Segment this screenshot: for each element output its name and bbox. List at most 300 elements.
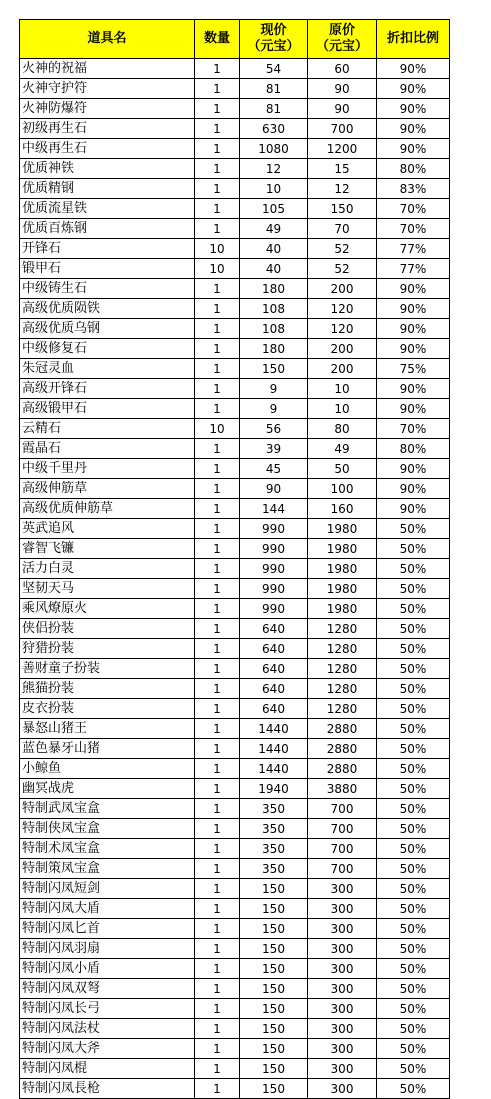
cell-quantity[interactable]: 1 [195, 539, 240, 559]
cell-original-price[interactable]: 700 [308, 859, 377, 879]
cell-item-name[interactable]: 特制闪凤法杖 [20, 1019, 195, 1039]
table-row [20, 839, 450, 859]
cell-quantity[interactable]: 1 [195, 359, 240, 379]
cell-item-name[interactable]: 云精石 [20, 419, 195, 439]
cell-current-price[interactable]: 990 [240, 599, 308, 619]
cell-original-price[interactable]: 300 [308, 879, 377, 899]
cell-item-name[interactable]: 优质神铁 [20, 159, 195, 179]
cell-current-price[interactable]: 108 [240, 319, 308, 339]
cell-item-name[interactable]: 特制闪凤大斧 [20, 1039, 195, 1059]
cell-quantity[interactable]: 1 [195, 1019, 240, 1039]
cell-current-price[interactable]: 39 [240, 439, 308, 459]
cell-original-price[interactable]: 700 [308, 119, 377, 139]
table-row [20, 1079, 450, 1099]
cell-quantity[interactable]: 1 [195, 559, 240, 579]
cell-quantity[interactable]: 1 [195, 999, 240, 1019]
header-current-price[interactable] [240, 20, 308, 59]
cell-current-price[interactable]: 990 [240, 539, 308, 559]
cell-original-price[interactable]: 200 [308, 359, 377, 379]
cell-discount[interactable]: 50% [377, 679, 450, 699]
table-row [20, 559, 450, 579]
cell-current-price[interactable]: 350 [240, 859, 308, 879]
cell-current-price[interactable]: 640 [240, 639, 308, 659]
cell-discount[interactable]: 50% [377, 699, 450, 719]
cell-current-price[interactable]: 81 [240, 79, 308, 99]
cell-item-name[interactable]: 特制闪凤棍 [20, 1059, 195, 1079]
table-row [20, 1059, 450, 1079]
cell-discount[interactable]: 75% [377, 359, 450, 379]
cell-item-name[interactable]: 特制侠凤宝盒 [20, 819, 195, 839]
cell-item-name[interactable]: 高级开锋石 [20, 379, 195, 399]
cell-quantity[interactable]: 1 [195, 179, 240, 199]
cell-current-price[interactable]: 150 [240, 359, 308, 379]
cell-discount[interactable]: 90% [377, 319, 450, 339]
cell-original-price[interactable]: 60 [308, 59, 377, 79]
cell-item-name[interactable]: 初级再生石 [20, 119, 195, 139]
cell-discount[interactable]: 70% [377, 419, 450, 439]
cell-quantity[interactable]: 1 [195, 699, 240, 719]
cell-original-price[interactable]: 1280 [308, 659, 377, 679]
cell-item-name[interactable]: 特制闪凤短剑 [20, 879, 195, 899]
cell-original-price[interactable]: 10 [308, 399, 377, 419]
cell-current-price[interactable]: 180 [240, 339, 308, 359]
cell-quantity[interactable]: 1 [195, 659, 240, 679]
cell-item-name[interactable]: 高级优质伸筋草 [20, 499, 195, 519]
cell-original-price[interactable]: 90 [308, 79, 377, 99]
cell-current-price[interactable]: 40 [240, 239, 308, 259]
cell-quantity[interactable]: 1 [195, 519, 240, 539]
cell-item-name[interactable]: 特制闪凤羽扇 [20, 939, 195, 959]
cell-original-price[interactable]: 700 [308, 819, 377, 839]
header-original-price-label: 原价 [328, 23, 355, 38]
cell-current-price[interactable]: 350 [240, 799, 308, 819]
table-row [20, 779, 450, 799]
cell-quantity[interactable]: 10 [195, 239, 240, 259]
table-row [20, 239, 450, 259]
cell-discount[interactable]: 70% [377, 199, 450, 219]
cell-original-price[interactable]: 15 [308, 159, 377, 179]
cell-discount[interactable]: 77% [377, 259, 450, 279]
cell-discount[interactable]: 50% [377, 559, 450, 579]
cell-original-price[interactable]: 120 [308, 319, 377, 339]
cell-original-price[interactable]: 70 [308, 219, 377, 239]
cell-original-price[interactable]: 200 [308, 279, 377, 299]
cell-quantity[interactable]: 1 [195, 719, 240, 739]
cell-current-price[interactable]: 990 [240, 559, 308, 579]
cell-item-name[interactable]: 英武追风 [20, 519, 195, 539]
cell-current-price[interactable]: 150 [240, 939, 308, 959]
cell-quantity[interactable]: 1 [195, 199, 240, 219]
cell-quantity[interactable]: 1 [195, 339, 240, 359]
cell-discount[interactable]: 50% [377, 539, 450, 559]
cell-current-price[interactable]: 90 [240, 479, 308, 499]
cell-quantity[interactable]: 1 [195, 99, 240, 119]
cell-discount[interactable]: 50% [377, 999, 450, 1019]
cell-item-name[interactable]: 锻甲石 [20, 259, 195, 279]
cell-quantity[interactable]: 1 [195, 919, 240, 939]
cell-discount[interactable]: 50% [377, 819, 450, 839]
table-row [20, 539, 450, 559]
cell-item-name[interactable]: 活力白灵 [20, 559, 195, 579]
cell-current-price[interactable]: 150 [240, 979, 308, 999]
cell-current-price[interactable]: 990 [240, 519, 308, 539]
cell-quantity[interactable]: 1 [195, 679, 240, 699]
cell-discount[interactable]: 50% [377, 599, 450, 619]
cell-item-name[interactable]: 高级优质乌钢 [20, 319, 195, 339]
table-row [20, 479, 450, 499]
table-row [20, 339, 450, 359]
cell-item-name[interactable]: 特制术凤宝盒 [20, 839, 195, 859]
cell-current-price[interactable]: 630 [240, 119, 308, 139]
cell-discount[interactable]: 50% [377, 1039, 450, 1059]
cell-quantity[interactable]: 1 [195, 79, 240, 99]
cell-discount[interactable]: 50% [377, 1079, 450, 1099]
cell-current-price[interactable]: 350 [240, 839, 308, 859]
cell-item-name[interactable]: 中级铸生石 [20, 279, 195, 299]
cell-original-price[interactable]: 300 [308, 939, 377, 959]
table-row [20, 399, 450, 419]
cell-item-name[interactable]: 中级修复石 [20, 339, 195, 359]
cell-discount[interactable]: 80% [377, 159, 450, 179]
cell-item-name[interactable]: 优质精钢 [20, 179, 195, 199]
cell-original-price[interactable]: 300 [308, 1079, 377, 1099]
cell-current-price[interactable]: 56 [240, 419, 308, 439]
cell-original-price[interactable]: 300 [308, 1019, 377, 1039]
table-row [20, 819, 450, 839]
cell-discount[interactable]: 50% [377, 899, 450, 919]
cell-current-price[interactable]: 150 [240, 919, 308, 939]
cell-discount[interactable]: 77% [377, 239, 450, 259]
cell-original-price[interactable]: 2880 [308, 739, 377, 759]
table-row [20, 599, 450, 619]
cell-discount[interactable]: 90% [377, 59, 450, 79]
cell-quantity[interactable]: 1 [195, 119, 240, 139]
cell-original-price[interactable]: 1280 [308, 679, 377, 699]
cell-quantity[interactable]: 1 [195, 739, 240, 759]
cell-quantity[interactable]: 1 [195, 479, 240, 499]
cell-discount[interactable]: 50% [377, 859, 450, 879]
cell-discount[interactable]: 50% [377, 979, 450, 999]
cell-discount[interactable]: 50% [377, 939, 450, 959]
cell-discount[interactable]: 50% [377, 799, 450, 819]
cell-discount[interactable]: 90% [377, 399, 450, 419]
cell-discount[interactable]: 70% [377, 219, 450, 239]
cell-original-price[interactable]: 52 [308, 259, 377, 279]
cell-quantity[interactable]: 10 [195, 419, 240, 439]
cell-original-price[interactable]: 300 [308, 959, 377, 979]
cell-original-price[interactable]: 50 [308, 459, 377, 479]
price-table [19, 19, 450, 1099]
cell-current-price[interactable]: 40 [240, 259, 308, 279]
cell-original-price[interactable]: 300 [308, 999, 377, 1019]
cell-current-price[interactable]: 990 [240, 579, 308, 599]
cell-discount[interactable]: 50% [377, 779, 450, 799]
cell-original-price[interactable]: 150 [308, 199, 377, 219]
cell-item-name[interactable]: 坚韧天马 [20, 579, 195, 599]
cell-original-price[interactable]: 300 [308, 1039, 377, 1059]
cell-discount[interactable]: 90% [377, 79, 450, 99]
cell-item-name[interactable]: 暴怒山猪王 [20, 719, 195, 739]
cell-current-price[interactable]: 12 [240, 159, 308, 179]
cell-discount[interactable]: 50% [377, 659, 450, 679]
cell-quantity[interactable]: 1 [195, 959, 240, 979]
cell-original-price[interactable]: 300 [308, 899, 377, 919]
cell-original-price[interactable]: 1980 [308, 579, 377, 599]
table-row [20, 799, 450, 819]
cell-current-price[interactable]: 81 [240, 99, 308, 119]
cell-original-price[interactable]: 200 [308, 339, 377, 359]
table-row [20, 259, 450, 279]
cell-quantity[interactable]: 1 [195, 759, 240, 779]
cell-item-name[interactable]: 侠侣扮装 [20, 619, 195, 639]
cell-original-price[interactable]: 2880 [308, 759, 377, 779]
cell-original-price[interactable]: 10 [308, 379, 377, 399]
cell-current-price[interactable]: 150 [240, 1019, 308, 1039]
cell-item-name[interactable]: 特制闪凤長枪 [20, 1079, 195, 1099]
table-row [20, 519, 450, 539]
cell-item-name[interactable]: 高级锻甲石 [20, 399, 195, 419]
cell-item-name[interactable]: 特制闪凤匕首 [20, 919, 195, 939]
table-row [20, 619, 450, 639]
header-quantity[interactable]: 数量 [195, 20, 240, 59]
table-row [20, 739, 450, 759]
table-row [20, 1019, 450, 1039]
cell-item-name[interactable]: 朱冠灵血 [20, 359, 195, 379]
cell-quantity[interactable]: 1 [195, 819, 240, 839]
cell-item-name[interactable]: 特制闪凤双弩 [20, 979, 195, 999]
cell-discount[interactable]: 50% [377, 619, 450, 639]
table-row [20, 679, 450, 699]
cell-discount[interactable]: 90% [377, 379, 450, 399]
cell-original-price[interactable]: 300 [308, 919, 377, 939]
cell-original-price[interactable]: 120 [308, 299, 377, 319]
cell-current-price[interactable]: 54 [240, 59, 308, 79]
cell-discount[interactable]: 50% [377, 759, 450, 779]
cell-quantity[interactable]: 1 [195, 599, 240, 619]
cell-current-price[interactable]: 150 [240, 1079, 308, 1099]
cell-discount[interactable]: 90% [377, 279, 450, 299]
table-row [20, 659, 450, 679]
cell-quantity[interactable]: 1 [195, 899, 240, 919]
cell-discount[interactable]: 50% [377, 519, 450, 539]
cell-original-price[interactable]: 80 [308, 419, 377, 439]
cell-item-name[interactable]: 优质百炼钢 [20, 219, 195, 239]
cell-item-name[interactable]: 皮衣扮装 [20, 699, 195, 719]
header-discount[interactable]: 折扣比例 [377, 20, 450, 59]
cell-current-price[interactable]: 1440 [240, 719, 308, 739]
cell-current-price[interactable]: 1440 [240, 739, 308, 759]
cell-item-name[interactable]: 乘风燎原火 [20, 599, 195, 619]
table-row [20, 899, 450, 919]
cell-original-price[interactable]: 1980 [308, 599, 377, 619]
cell-discount[interactable]: 50% [377, 719, 450, 739]
cell-quantity[interactable]: 1 [195, 139, 240, 159]
cell-quantity[interactable]: 1 [195, 799, 240, 819]
cell-current-price[interactable]: 49 [240, 219, 308, 239]
cell-quantity[interactable]: 10 [195, 259, 240, 279]
cell-original-price[interactable]: 300 [308, 979, 377, 999]
header-original-price[interactable] [308, 20, 377, 59]
cell-item-name[interactable]: 特制闪凤大盾 [20, 899, 195, 919]
cell-quantity[interactable]: 1 [195, 1079, 240, 1099]
cell-quantity[interactable]: 1 [195, 379, 240, 399]
cell-discount[interactable]: 80% [377, 439, 450, 459]
cell-discount[interactable]: 90% [377, 99, 450, 119]
cell-item-name[interactable]: 霞晶石 [20, 439, 195, 459]
cell-quantity[interactable]: 1 [195, 839, 240, 859]
cell-current-price[interactable]: 150 [240, 999, 308, 1019]
cell-item-name[interactable]: 熊猫扮装 [20, 679, 195, 699]
cell-original-price[interactable]: 700 [308, 839, 377, 859]
cell-original-price[interactable]: 1200 [308, 139, 377, 159]
cell-current-price[interactable]: 1440 [240, 759, 308, 779]
cell-current-price[interactable]: 150 [240, 899, 308, 919]
cell-discount[interactable]: 83% [377, 179, 450, 199]
cell-discount[interactable]: 90% [377, 459, 450, 479]
cell-discount[interactable]: 50% [377, 739, 450, 759]
cell-quantity[interactable]: 1 [195, 59, 240, 79]
cell-item-name[interactable]: 睿智飞镰 [20, 539, 195, 559]
table-row [20, 199, 450, 219]
cell-item-name[interactable]: 特制闪凤小盾 [20, 959, 195, 979]
cell-discount[interactable]: 90% [377, 119, 450, 139]
cell-original-price[interactable]: 49 [308, 439, 377, 459]
cell-discount[interactable]: 90% [377, 139, 450, 159]
cell-current-price[interactable]: 150 [240, 1039, 308, 1059]
cell-item-name[interactable]: 中级千里丹 [20, 459, 195, 479]
cell-quantity[interactable]: 1 [195, 859, 240, 879]
cell-original-price[interactable]: 52 [308, 239, 377, 259]
header-row [20, 20, 450, 59]
cell-quantity[interactable]: 1 [195, 299, 240, 319]
table-row [20, 59, 450, 79]
cell-quantity[interactable]: 1 [195, 439, 240, 459]
cell-quantity[interactable]: 1 [195, 1039, 240, 1059]
cell-original-price[interactable]: 3880 [308, 779, 377, 799]
cell-current-price[interactable]: 9 [240, 379, 308, 399]
cell-discount[interactable]: 50% [377, 1059, 450, 1079]
cell-discount[interactable]: 90% [377, 299, 450, 319]
cell-discount[interactable]: 50% [377, 579, 450, 599]
cell-current-price[interactable]: 108 [240, 299, 308, 319]
cell-current-price[interactable]: 150 [240, 1059, 308, 1079]
table-row [20, 99, 450, 119]
cell-original-price[interactable]: 1980 [308, 519, 377, 539]
cell-original-price[interactable]: 100 [308, 479, 377, 499]
cell-quantity[interactable]: 1 [195, 459, 240, 479]
cell-original-price[interactable]: 300 [308, 1059, 377, 1079]
cell-original-price[interactable]: 160 [308, 499, 377, 519]
cell-discount[interactable]: 50% [377, 879, 450, 899]
cell-discount[interactable]: 90% [377, 499, 450, 519]
cell-discount[interactable]: 50% [377, 919, 450, 939]
cell-quantity[interactable]: 1 [195, 639, 240, 659]
cell-item-name[interactable]: 高级伸筋草 [20, 479, 195, 499]
cell-original-price[interactable]: 12 [308, 179, 377, 199]
cell-current-price[interactable]: 105 [240, 199, 308, 219]
cell-item-name[interactable]: 高级优质陨铁 [20, 299, 195, 319]
table-row [20, 159, 450, 179]
table-row [20, 439, 450, 459]
cell-current-price[interactable]: 1940 [240, 779, 308, 799]
header-item-name[interactable]: 道具名 [20, 20, 195, 59]
cell-item-name[interactable]: 火神的祝福 [20, 59, 195, 79]
table-row [20, 179, 450, 199]
cell-quantity[interactable]: 1 [195, 159, 240, 179]
cell-item-name[interactable]: 善财童子扮装 [20, 659, 195, 679]
table-row [20, 299, 450, 319]
cell-quantity[interactable]: 1 [195, 499, 240, 519]
cell-original-price[interactable]: 90 [308, 99, 377, 119]
cell-discount[interactable]: 50% [377, 1019, 450, 1039]
cell-item-name[interactable]: 狩猎扮装 [20, 639, 195, 659]
cell-current-price[interactable]: 640 [240, 679, 308, 699]
cell-quantity[interactable]: 1 [195, 979, 240, 999]
cell-item-name[interactable]: 特制闪凤长弓 [20, 999, 195, 1019]
cell-quantity[interactable]: 1 [195, 279, 240, 299]
cell-original-price[interactable]: 1980 [308, 559, 377, 579]
cell-quantity[interactable]: 1 [195, 219, 240, 239]
cell-discount[interactable]: 90% [377, 479, 450, 499]
cell-current-price[interactable]: 180 [240, 279, 308, 299]
table-row [20, 499, 450, 519]
table-row [20, 139, 450, 159]
cell-current-price[interactable]: 1080 [240, 139, 308, 159]
cell-quantity[interactable]: 1 [195, 619, 240, 639]
cell-discount[interactable]: 50% [377, 639, 450, 659]
cell-item-name[interactable]: 中级再生石 [20, 139, 195, 159]
cell-current-price[interactable]: 150 [240, 879, 308, 899]
cell-current-price[interactable]: 144 [240, 499, 308, 519]
cell-quantity[interactable]: 1 [195, 779, 240, 799]
cell-item-name[interactable]: 火神防爆符 [20, 99, 195, 119]
cell-current-price[interactable]: 45 [240, 459, 308, 479]
cell-item-name[interactable]: 蓝色暴牙山猪 [20, 739, 195, 759]
cell-quantity[interactable]: 1 [195, 879, 240, 899]
cell-original-price[interactable]: 700 [308, 799, 377, 819]
cell-current-price[interactable]: 350 [240, 819, 308, 839]
cell-item-name[interactable]: 特制武凤宝盒 [20, 799, 195, 819]
cell-item-name[interactable]: 小鲸鱼 [20, 759, 195, 779]
cell-discount[interactable]: 50% [377, 959, 450, 979]
cell-item-name[interactable]: 幽冥战虎 [20, 779, 195, 799]
cell-quantity[interactable]: 1 [195, 1059, 240, 1079]
cell-current-price[interactable]: 150 [240, 959, 308, 979]
cell-quantity[interactable]: 1 [195, 939, 240, 959]
cell-discount[interactable]: 90% [377, 339, 450, 359]
cell-current-price[interactable]: 9 [240, 399, 308, 419]
cell-original-price[interactable]: 2880 [308, 719, 377, 739]
cell-quantity[interactable]: 1 [195, 579, 240, 599]
table-row [20, 939, 450, 959]
cell-item-name[interactable]: 火神守护符 [20, 79, 195, 99]
cell-quantity[interactable]: 1 [195, 399, 240, 419]
cell-original-price[interactable]: 1280 [308, 699, 377, 719]
cell-item-name[interactable]: 优质流星铁 [20, 199, 195, 219]
table-row [20, 219, 450, 239]
cell-original-price[interactable]: 1280 [308, 619, 377, 639]
cell-current-price[interactable]: 640 [240, 699, 308, 719]
cell-item-name[interactable]: 开锋石 [20, 239, 195, 259]
cell-original-price[interactable]: 1980 [308, 539, 377, 559]
cell-current-price[interactable]: 640 [240, 659, 308, 679]
cell-current-price[interactable]: 10 [240, 179, 308, 199]
cell-original-price[interactable]: 1280 [308, 639, 377, 659]
cell-discount[interactable]: 50% [377, 839, 450, 859]
cell-quantity[interactable]: 1 [195, 319, 240, 339]
cell-current-price[interactable]: 640 [240, 619, 308, 639]
cell-item-name[interactable]: 特制策凤宝盒 [20, 859, 195, 879]
